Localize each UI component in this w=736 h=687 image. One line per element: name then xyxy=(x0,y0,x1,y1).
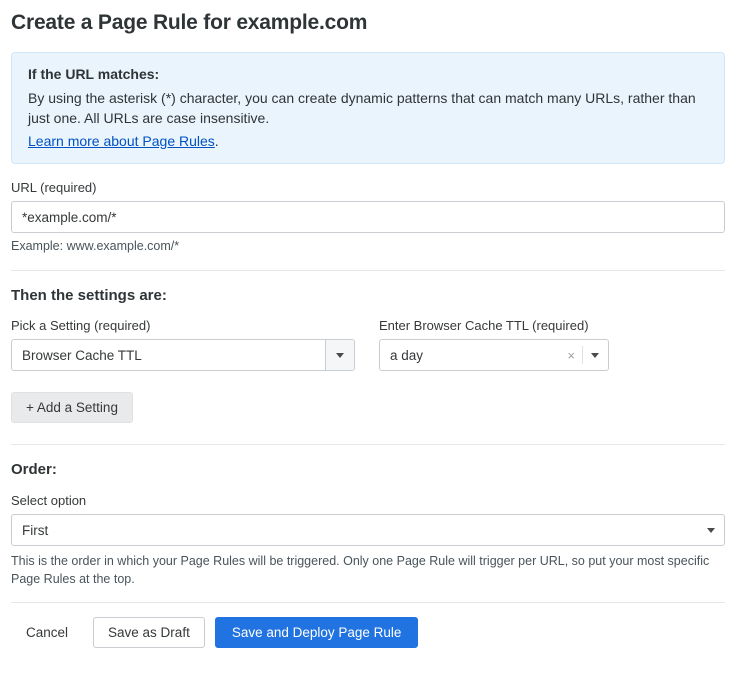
chevron-down-icon xyxy=(336,353,344,358)
callout-link-row xyxy=(28,133,708,149)
settings-section-title: Then the settings are: xyxy=(11,287,167,304)
clear-icon[interactable]: × xyxy=(567,347,575,363)
callout-text: By using the asterisk (*) character, you can create dynamic patterns that can match many URLs, rather than just one. All URLs are case insensitive. xyxy=(28,90,696,126)
learn-more-page-rules-link[interactable]: Learn more about Page Rules xyxy=(28,133,215,149)
setting-select-value: Browser Cache TTL xyxy=(22,347,142,363)
order-note: This is the order in which your Page Rules will be triggered. Only one Page Rule will trigger per URL, so put your most specific Page Rules at the top. xyxy=(11,554,710,586)
ttl-select-arrow-button[interactable] xyxy=(583,353,608,358)
callout-link-suffix: . xyxy=(214,133,219,149)
order-select-value: First xyxy=(22,522,49,538)
order-select-arrow-button[interactable] xyxy=(699,528,724,533)
setting-column xyxy=(11,318,355,371)
url-field-label: URL (required) xyxy=(11,180,97,195)
page-rule-form xyxy=(0,11,736,687)
divider-settings xyxy=(11,270,725,271)
divider-order xyxy=(11,444,725,445)
settings-row xyxy=(11,318,725,371)
order-select[interactable] xyxy=(11,514,725,546)
ttl-column xyxy=(379,318,609,371)
divider-footer xyxy=(11,602,725,603)
url-field-hint: Example: www.example.com/* xyxy=(11,239,180,253)
setting-select-arrow-button[interactable] xyxy=(325,340,354,370)
setting-select[interactable] xyxy=(11,339,355,371)
ttl-select[interactable] xyxy=(379,339,609,371)
page-title: Create a Page Rule for example.com xyxy=(11,11,368,34)
order-section-title: Order: xyxy=(11,461,57,478)
ttl-select-value: a day xyxy=(390,347,424,363)
setting-select-label: Pick a Setting (required) xyxy=(11,318,151,333)
add-setting-wrap xyxy=(11,392,725,423)
save-as-draft-button[interactable]: Save as Draft xyxy=(93,617,205,648)
cancel-button[interactable]: Cancel xyxy=(11,617,83,648)
footer-actions xyxy=(11,617,725,648)
add-setting-button[interactable]: + Add a Setting xyxy=(11,392,133,423)
order-select-label: Select option xyxy=(11,493,87,508)
chevron-down-icon xyxy=(707,528,715,533)
callout-title: If the URL matches: xyxy=(28,66,160,82)
save-and-deploy-button[interactable]: Save and Deploy Page Rule xyxy=(215,617,419,648)
url-input[interactable] xyxy=(11,201,725,233)
ttl-select-label: Enter Browser Cache TTL (required) xyxy=(379,318,589,333)
url-match-callout xyxy=(11,52,725,164)
chevron-down-icon xyxy=(591,353,599,358)
